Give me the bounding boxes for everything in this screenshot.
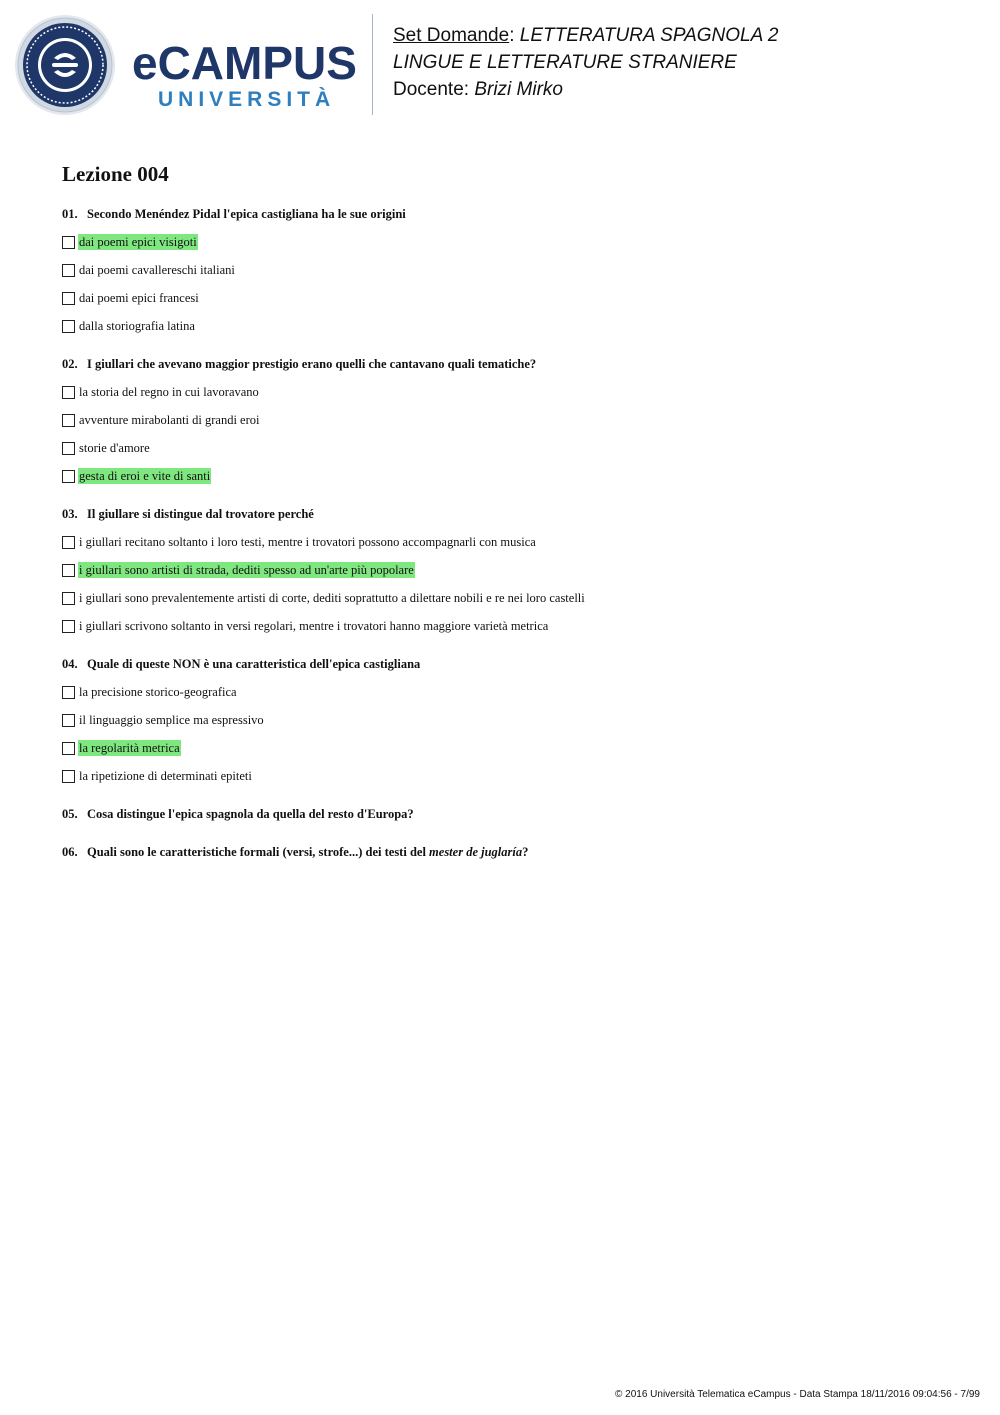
answer-text: il linguaggio semplice ma espressivo [79,713,264,727]
question-label: Il giullare si distingue dal trovatore perché [87,507,314,521]
question-text [62,806,962,822]
answer-checkbox[interactable] [62,592,75,605]
answer-text: la ripetizione di determinati epiteti [79,769,252,783]
teacher-name: Brizi Mirko [474,79,563,100]
answer-checkbox[interactable] [62,770,75,783]
correct-answer-text: i giullari sono artisti di strada, dediti spesso ad un'arte più popolare [79,563,414,577]
question-number: 04. [62,657,78,671]
correct-answer-text: dai poemi epici visigoti [79,235,197,249]
answer-checkbox[interactable] [62,536,75,549]
answer-checkbox[interactable] [62,620,75,633]
answer-checkbox[interactable] [62,386,75,399]
question-item [62,206,962,334]
question-text [62,206,962,222]
answer-checkbox[interactable] [62,414,75,427]
question-number: 03. [62,507,78,521]
answer-option[interactable] [62,684,962,700]
question-label: Quali sono le caratteristiche formali (versi, strofe...) dei testi del [87,845,430,859]
question-item [62,806,962,822]
answer-checkbox[interactable] [62,236,75,249]
header-info [393,22,778,103]
answer-checkbox[interactable] [62,564,75,577]
question-number: 05. [62,807,78,821]
brand-subtitle: UNIVERSITÀ [158,88,336,111]
answer-text: i giullari scrivono soltanto in versi regolari, mentre i trovatori hanno maggiore varietà metrica [79,619,549,633]
answer-checkbox[interactable] [62,742,75,755]
answer-checkbox[interactable] [62,292,75,305]
course-line: Set Domande: LETTERATURA SPAGNOLA 2 [393,25,779,46]
ecampus-seal-logo [14,14,116,116]
brand-name: eCAMPUS [132,37,357,89]
question-label-end: ? [522,845,529,859]
answer-text: dalla storiografia latina [79,319,195,333]
teacher-line [393,76,778,103]
answer-option[interactable] [62,234,962,250]
question-number: 01. [62,207,78,221]
page-header [0,0,1000,130]
answer-text: i giullari recitano soltanto i loro testi, mentre i trovatori possono accompagnarli con musica [79,535,536,549]
answer-text: avventure mirabolanti di grandi eroi [79,413,260,427]
question-set [62,160,962,882]
answer-option[interactable] [62,384,962,400]
answer-text: dai poemi cavallereschi italiani [79,263,235,277]
answer-text: storie d'amore [79,441,150,455]
correct-answer-text: la regolarità metrica [79,741,180,755]
header-divider [372,14,373,115]
question-label: I giullari che avevano maggior prestigio erano quelli che cantavano quali tematiche? [87,357,537,371]
answer-option[interactable] [62,440,962,456]
question-number: 02. [62,357,78,371]
answer-option[interactable] [62,290,962,306]
question-text [62,506,962,522]
answer-option[interactable] [62,262,962,278]
answer-option[interactable] [62,740,962,756]
question-label-italic: mester de juglaría [429,845,523,859]
answer-text: la storia del regno in cui lavoravano [79,385,259,399]
question-item [62,506,962,634]
correct-answer-text: gesta di eroi e vite di santi [79,469,211,483]
answer-checkbox[interactable] [62,714,75,727]
question-list [62,206,962,860]
answer-checkbox[interactable] [62,470,75,483]
answer-option[interactable] [62,562,962,578]
answer-option[interactable] [62,768,962,784]
teacher-label: Docente: [393,79,470,100]
question-text [62,656,962,672]
answer-option[interactable] [62,412,962,428]
question-item [62,356,962,484]
question-text [62,356,962,372]
degree-name: LINGUE E LETTERATURE STRANIERE [393,52,737,73]
question-item [62,844,962,860]
question-label: Secondo Menéndez Pidal l'epica castigliana ha le sue origini [87,207,406,221]
answer-option[interactable] [62,318,962,334]
question-text [62,844,962,860]
answer-option[interactable] [62,534,962,550]
question-item [62,656,962,784]
page-footer: © 2016 Università Telematica eCampus - Data Stampa 18/11/2016 09:04:56 - 7/99 [615,1389,980,1400]
lesson-title: Lezione 004 [62,162,169,186]
answer-text: dai poemi epici francesi [79,291,199,305]
course-name: LETTERATURA SPAGNOLA 2 [519,25,779,46]
answer-text: la precisione storico-geografica [79,685,237,699]
answer-option[interactable] [62,618,962,634]
answer-checkbox[interactable] [62,320,75,333]
answer-text: i giullari sono prevalentemente artisti di corte, dediti soprattutto a dilettare nobili e re nei loro castelli [79,591,585,605]
answer-option[interactable] [62,468,962,484]
question-label: Quale di queste NON è una caratteristica dell'epica castigliana [87,657,421,671]
question-number: 06. [62,845,78,859]
brand-wordmark [132,37,357,112]
question-label: Cosa distingue l'epica spagnola da quella del resto d'Europa? [87,807,414,821]
answer-checkbox[interactable] [62,686,75,699]
answer-checkbox[interactable] [62,442,75,455]
answer-option[interactable] [62,712,962,728]
set-label: Set Domande [393,25,510,46]
answer-option[interactable] [62,590,962,606]
answer-checkbox[interactable] [62,264,75,277]
